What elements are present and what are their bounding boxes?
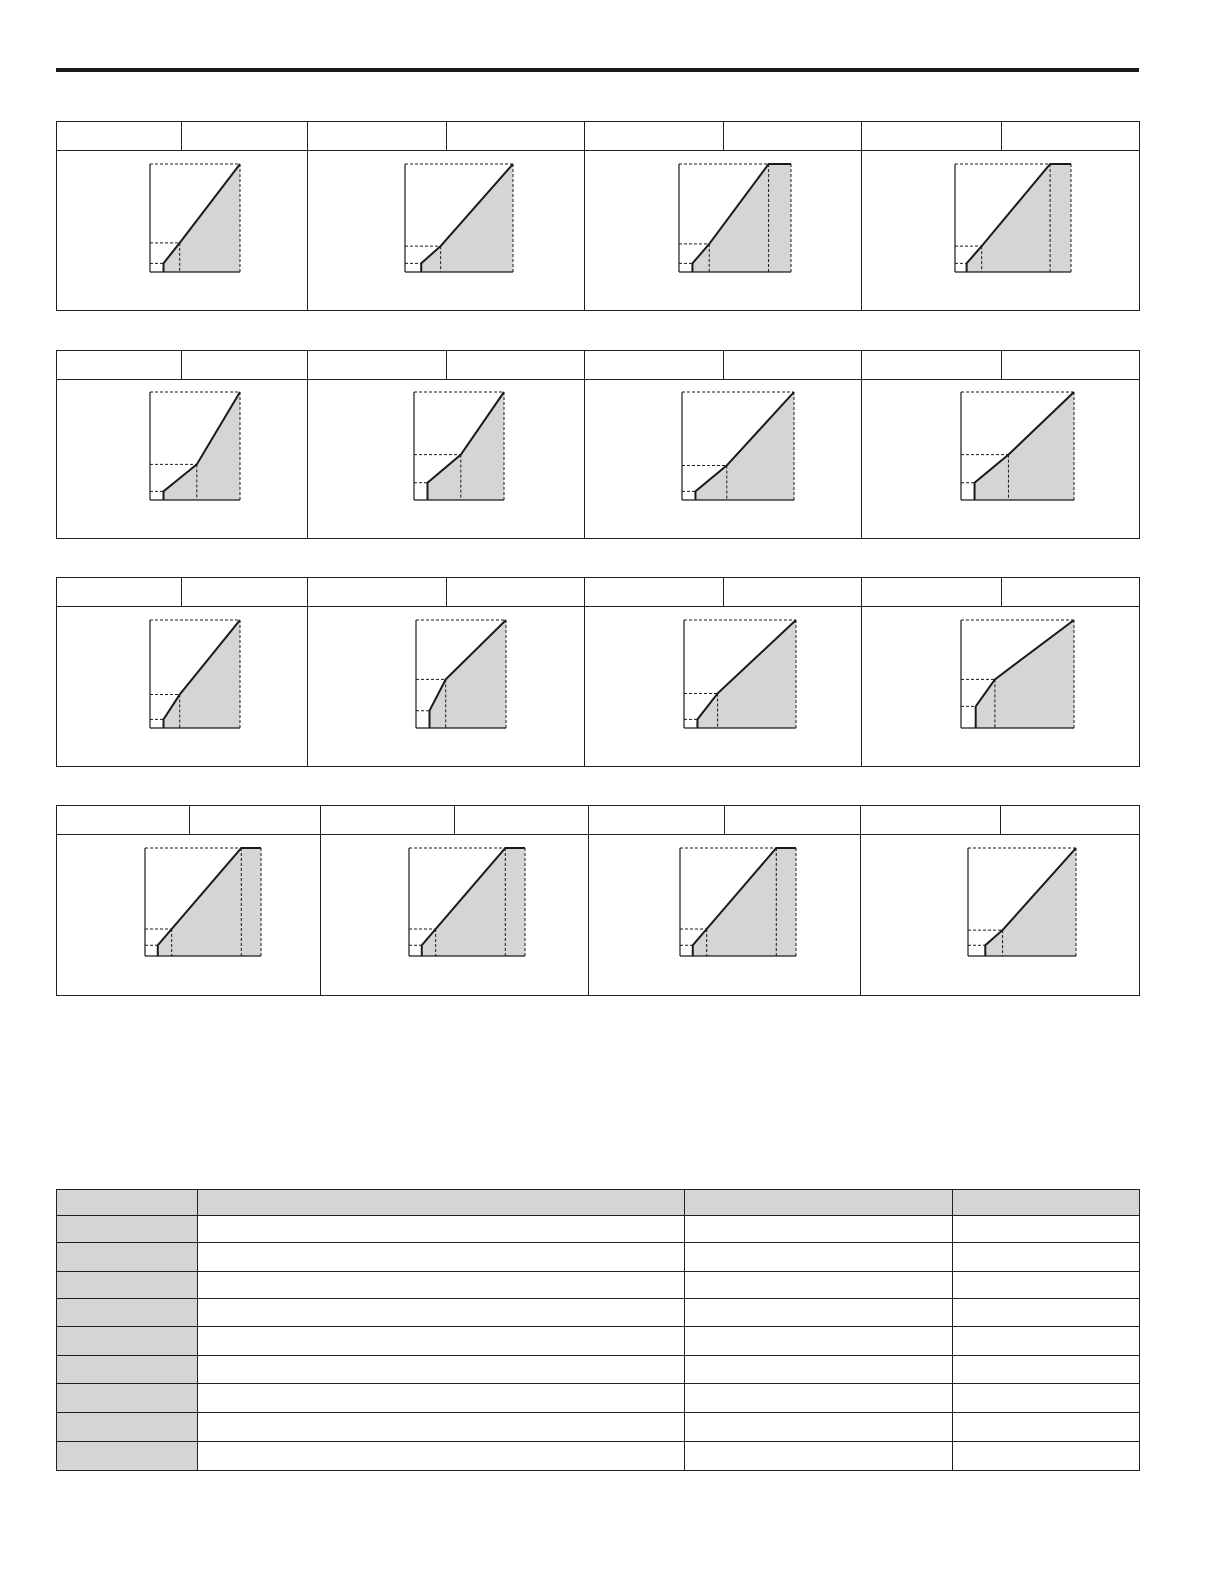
panel-header-label <box>308 122 439 150</box>
panel-header-value <box>447 351 578 379</box>
table-cell <box>953 1299 1140 1327</box>
panel-header-label <box>321 806 447 834</box>
panel-header-label <box>862 351 993 379</box>
table-row <box>57 1327 1140 1356</box>
table-cell <box>953 1356 1140 1384</box>
table-cell <box>953 1272 1140 1299</box>
shaded-region <box>422 848 525 956</box>
shaded-region <box>692 164 791 272</box>
panel-header-value <box>725 806 853 834</box>
shaded-region <box>697 620 796 728</box>
vf-pattern-graph <box>408 847 526 957</box>
table-cell <box>198 1384 685 1413</box>
shaded-region <box>975 392 1074 500</box>
table-row <box>57 1243 1140 1272</box>
table-cell <box>57 1413 198 1442</box>
table-header-cell <box>57 1190 198 1216</box>
vf-pattern-graph <box>149 391 241 501</box>
vf-pattern-graph <box>678 163 792 273</box>
top-rule <box>56 68 1139 72</box>
panel-header-label <box>308 578 439 606</box>
table-row <box>57 1216 1140 1243</box>
shaded-region <box>967 164 1071 272</box>
graph-row-4 <box>56 805 1140 996</box>
vf-pattern-graph <box>681 391 795 501</box>
shaded-region <box>164 392 241 500</box>
table-row <box>57 1413 1140 1442</box>
table-cell <box>57 1384 198 1413</box>
panel-divider <box>307 122 308 310</box>
panel-header-label <box>585 578 716 606</box>
shaded-region <box>158 848 261 956</box>
table-cell <box>685 1356 953 1384</box>
panel-header-value <box>447 578 578 606</box>
table-cell <box>685 1216 953 1243</box>
table-cell <box>685 1243 953 1272</box>
vf-pattern-graph <box>954 163 1072 273</box>
panel-divider <box>588 806 589 995</box>
vf-pattern-graph <box>415 619 507 729</box>
panel-header-value <box>724 351 855 379</box>
table-cell <box>685 1327 953 1356</box>
table-cell <box>198 1243 685 1272</box>
table-cell <box>57 1216 198 1243</box>
vf-pattern-graph <box>960 619 1075 729</box>
table-cell <box>953 1243 1140 1272</box>
table-row <box>57 1272 1140 1299</box>
panel-header-value <box>182 578 300 606</box>
vf-pattern-graph <box>960 391 1075 501</box>
panel-header-value <box>1002 122 1133 150</box>
panel-header-value <box>447 122 578 150</box>
table-cell <box>198 1327 685 1356</box>
table-cell <box>57 1327 198 1356</box>
panel-header-value <box>182 122 300 150</box>
graph-row-3 <box>56 577 1140 767</box>
table-cell <box>198 1442 685 1471</box>
table-cell <box>57 1356 198 1384</box>
panel-header-label <box>585 122 716 150</box>
vf-pattern-graph <box>149 163 241 273</box>
panel-header-label <box>57 806 183 834</box>
panel-header-label <box>57 578 175 606</box>
vf-pattern-graph <box>149 619 241 729</box>
panel-divider <box>584 578 585 766</box>
panel-divider <box>307 351 308 538</box>
table-cell <box>685 1384 953 1413</box>
panel-divider <box>307 578 308 766</box>
table-cell <box>953 1384 1140 1413</box>
table-header-row <box>57 1190 1140 1216</box>
table-row <box>57 1384 1140 1413</box>
panel-divider <box>860 806 861 995</box>
panel-header-label <box>862 122 993 150</box>
table-cell <box>685 1272 953 1299</box>
vf-pattern-graph <box>679 847 797 957</box>
table-cell <box>685 1413 953 1442</box>
panel-divider <box>861 578 862 766</box>
shaded-region <box>976 620 1074 728</box>
panel-header-label <box>862 578 993 606</box>
panel-header-label <box>57 351 175 379</box>
panel-divider <box>320 806 321 995</box>
table-cell <box>198 1413 685 1442</box>
table-header-cell <box>198 1190 685 1216</box>
panel-header-label <box>57 122 175 150</box>
table-cell <box>198 1272 685 1299</box>
vf-pattern-graph <box>404 163 514 273</box>
shaded-region <box>164 620 241 728</box>
table-cell <box>57 1299 198 1327</box>
shaded-region <box>693 848 796 956</box>
panel-header-value <box>1001 806 1133 834</box>
table-header-cell <box>685 1190 953 1216</box>
panel-header-value <box>724 578 855 606</box>
panel-header-value <box>724 122 855 150</box>
panel-divider <box>584 351 585 538</box>
parameter-table <box>56 1189 1140 1471</box>
table-cell <box>953 1413 1140 1442</box>
table-cell <box>953 1442 1140 1471</box>
panel-header-value <box>182 351 300 379</box>
table-cell <box>198 1299 685 1327</box>
panel-header-value <box>1002 351 1133 379</box>
table-cell <box>57 1243 198 1272</box>
table-cell <box>198 1216 685 1243</box>
panel-header-value <box>1002 578 1133 606</box>
vf-pattern-graph <box>413 391 505 501</box>
shaded-region <box>430 620 507 728</box>
panel-header-label <box>585 351 716 379</box>
table-row <box>57 1356 1140 1384</box>
panel-divider <box>861 122 862 310</box>
vf-pattern-graph <box>144 847 262 957</box>
vf-pattern-graph <box>683 619 797 729</box>
table-header-cell <box>953 1190 1140 1216</box>
table-cell <box>198 1356 685 1384</box>
table-cell <box>57 1272 198 1299</box>
table-cell <box>953 1327 1140 1356</box>
table-cell <box>57 1442 198 1471</box>
table-cell <box>685 1299 953 1327</box>
panel-header-label <box>308 351 439 379</box>
panel-header-label <box>861 806 993 834</box>
panel-divider <box>584 122 585 310</box>
panel-divider <box>861 351 862 538</box>
vf-pattern-graph <box>967 847 1077 957</box>
table-cell <box>685 1442 953 1471</box>
table-row <box>57 1299 1140 1327</box>
panel-header-value <box>455 806 581 834</box>
table-cell <box>953 1216 1140 1243</box>
panel-header-label <box>589 806 717 834</box>
panel-header-value <box>190 806 316 834</box>
graph-row-2 <box>56 350 1140 539</box>
graph-row-1 <box>56 121 1140 311</box>
table-row <box>57 1442 1140 1471</box>
